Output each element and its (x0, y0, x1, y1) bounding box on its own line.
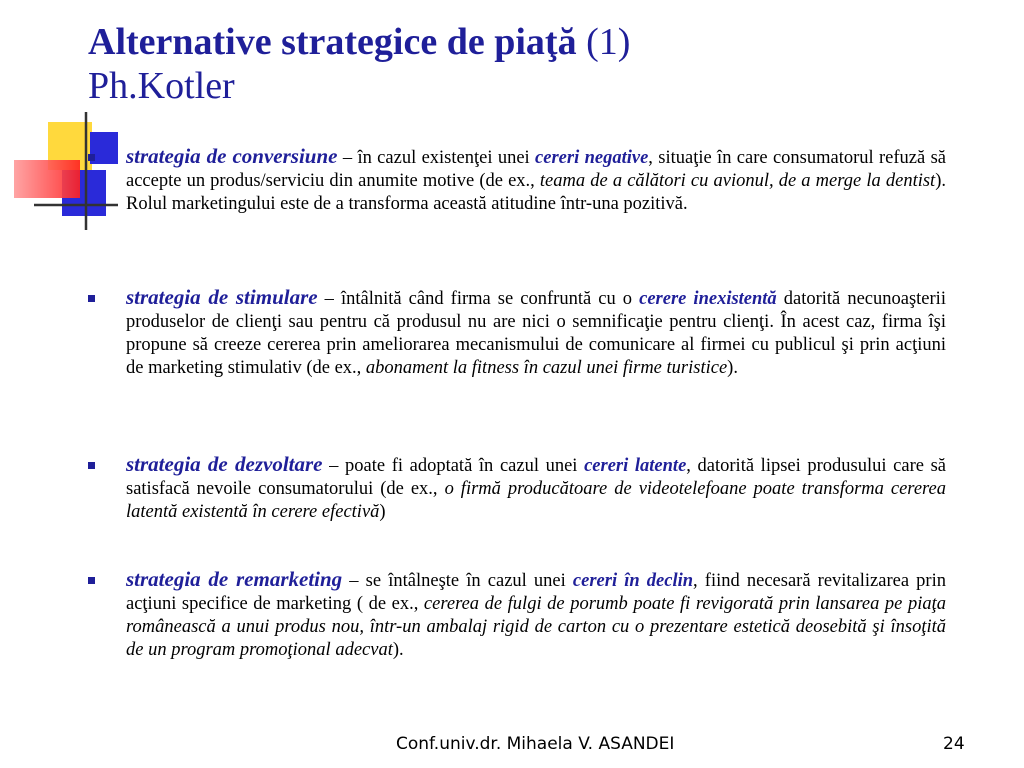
bullet-square-icon (88, 577, 95, 584)
demand-type: cereri în declin (572, 571, 694, 591)
strategy-term: strategia de conversiune (126, 144, 338, 168)
text-part: ). (727, 358, 738, 378)
bullet-square-icon (88, 295, 95, 302)
strategy-term: strategia de dezvoltare (126, 452, 323, 476)
example-text: o firmă producătoare de videotelefoane poate transforma cererea latentă existentă în cerere efectivă (126, 479, 947, 522)
text-part: – întâlnită când firma se confruntă cu o (317, 289, 640, 309)
text-part: – în cazul existenţei unei (337, 148, 536, 168)
bullet-square-icon (88, 462, 95, 469)
text-part: ). Rolul marketingului este de a transforma această atitudine într-una pozitivă. (126, 171, 946, 214)
example-text: abonament la fitness în cazul unei firme turistice (365, 358, 728, 378)
slide-title (88, 20, 988, 108)
example-text: teama de a călători cu avionul, de a merge la dentist (539, 171, 936, 191)
strategy-term: strategia de stimulare (126, 285, 318, 309)
text-part: ). (392, 640, 404, 660)
title-number: (1) (576, 21, 631, 63)
text-part: – se întâlneşte în cazul unei (342, 571, 573, 591)
title-main-text: Alternative strategice de piaţă (88, 21, 577, 63)
slide-footer (0, 734, 1024, 758)
bullet-item-conversiune (86, 145, 946, 216)
bullet-item-stimulare (86, 286, 946, 380)
text-part: , situaţie în care consumatorul refuză să accepte un produs/serviciu din anumite motive (de ex., (126, 148, 946, 191)
demand-type: cereri negative (535, 148, 649, 168)
title-author-line: Ph.Kotler (88, 65, 235, 107)
page-number: 24 (943, 734, 965, 754)
text-part: ) (379, 502, 386, 522)
strategy-term: strategia de remarketing (126, 567, 343, 591)
text-part: , fiind necesară revitalizarea prin acţiuni specifice de marketing ( de ex., (126, 571, 946, 614)
text-part: , datorită lipsei produsului care să satisfacă nevoile consumatorului (de ex., (126, 456, 946, 499)
bullet-square-icon (88, 154, 95, 161)
demand-type: cereri latente (584, 456, 687, 476)
text-part: datorită necunoaşterii produselor de clienţi sau pentru că produsul nu are nici o semnificaţie pentru clienţi. În acest caz, firma îşi propune să creeze cererea prin ameliorarea mecanismului de comunicare al firmei cu publicul şi prin acţiuni de marketing stimulativ (de ex., (126, 289, 946, 378)
demand-type: cerere inexistentă (639, 289, 777, 309)
bullet-item-dezvoltare (86, 453, 946, 524)
footer-author: Conf.univ.dr. Mihaela V. ASANDEI (396, 734, 675, 754)
example-text: cererea de fulgi de porumb poate fi revigorată prin lansarea pe piaţa românească a unui produs nou, într-un ambalaj rigid de carton cu o prezentare estetică deosebită şi însoţită de un program promoţional adecvat (126, 594, 946, 660)
bullet-item-remarketing (86, 568, 946, 662)
text-part: – poate fi adoptată în cazul unei (322, 456, 585, 476)
